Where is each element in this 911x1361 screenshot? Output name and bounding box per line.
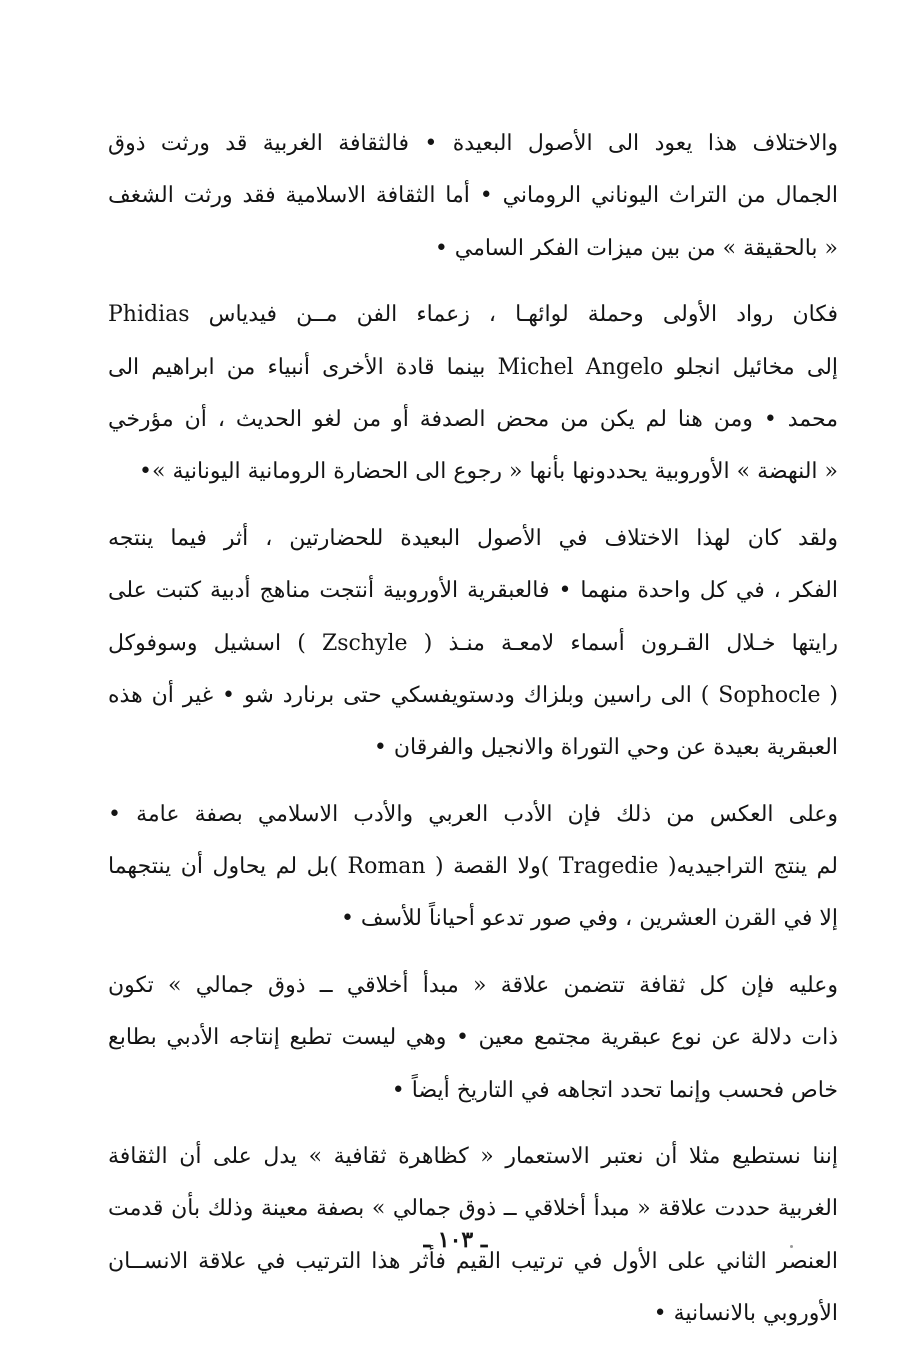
text-line: ولقد كان لهذا الاختلاف في الأصول البعيدة للحضارتين ، أثر فيما ينتجه	[108, 525, 838, 551]
page-number: ـ ١٠٣ ـ	[423, 1227, 488, 1253]
text-line: العبقرية بعيدة عن وحي التوراة والانجيل والفرقان •	[373, 735, 838, 761]
text-line: فكان رواد الأولى وحملة لوائهـا ، زعماء الفن مــن فيدياس Phidias	[108, 302, 838, 328]
body-text	[108, 118, 838, 1341]
paragraph-2	[108, 289, 838, 499]
text-line: إلى مخائيل انجلو Michel Angelo بينما قادة الأخرى أنبياء من ابراهيم الى	[108, 354, 838, 380]
print-speck	[790, 1245, 793, 1248]
text-line: ذات دلالة عن نوع عبقرية مجتمع معين • وهي ليست تطبع إنتاجه الأدبي بطابع	[108, 1025, 838, 1051]
text-line: العنصر الثاني على الأول في ترتيب القيم فأثر هذا الترتيب في علاقة الانســان	[108, 1248, 838, 1274]
paragraph-4	[108, 789, 838, 946]
text-line: ( Sophocle ) الى راسين وبلزاك ودستويفسكي حتى برنارد شو • غير أن هذه	[108, 682, 838, 708]
text-line: وعلى العكس من ذلك فإن الأدب العربي والأدب الاسلامي بصفة عامة •	[108, 801, 838, 827]
text-line: إننا نستطيع مثلا أن نعتبر الاستعمار « كظاهرة ثقافية » يدل على أن الثقافة	[108, 1144, 838, 1170]
text-line: رايتها خـلال القـرون أسماء لامعـة منـذ ( Zschyle ) اسشيل وسوفوكل	[108, 630, 838, 656]
paragraph-3	[108, 513, 838, 775]
paragraph-5	[108, 960, 838, 1117]
text-line: لم ينتج التراجيديه( Tragedie )ولا القصة ( Roman )بل لم يحاول أن ينتجهما	[108, 854, 838, 880]
text-line: « بالحقيقة » من بين ميزات الفكر السامي •	[434, 235, 838, 261]
text-line: « النهضة » الأوروبية يحددونها بأنها « رجوع الى الحضارة الرومانية اليونانية »•	[139, 459, 838, 485]
paragraph-1	[108, 118, 838, 275]
text-line: إلا في القرن العشرين ، وفي صور تدعو أحياناً للأسف •	[340, 906, 838, 932]
text-line: الفكر ، في كل واحدة منهما • فالعبقرية الأوروبية أنتجت مناهج أدبية كتبت على	[108, 578, 838, 604]
text-line: محمد • ومن هنا لم يكن من محض الصدفة أو من لغو الحديث ، أن مؤرخي	[108, 406, 838, 432]
text-line: خاص فحسب وإنما تحدد اتجاهه في التاريخ أيضاً •	[391, 1077, 838, 1103]
text-line: الغربية حددت علاقة « مبدأ أخلاقي ــ ذوق جمالي » بصفة معينة وذلك بأن قدمت	[108, 1196, 838, 1222]
text-line: وعليه فإن كل ثقافة تتضمن علاقة « مبدأ أخلاقي ــ ذوق جمالي » تكون	[108, 972, 838, 998]
text-line: الأوروبي بالانسانية •	[653, 1301, 838, 1327]
text-line: والاختلاف هذا يعود الى الأصول البعيدة • فالثقافة الغربية قد ورثت ذوق	[108, 131, 838, 156]
text-line: الجمال من التراث اليوناني الروماني • أما الثقافة الاسلامية فقد ورثت الشغف	[108, 183, 838, 209]
